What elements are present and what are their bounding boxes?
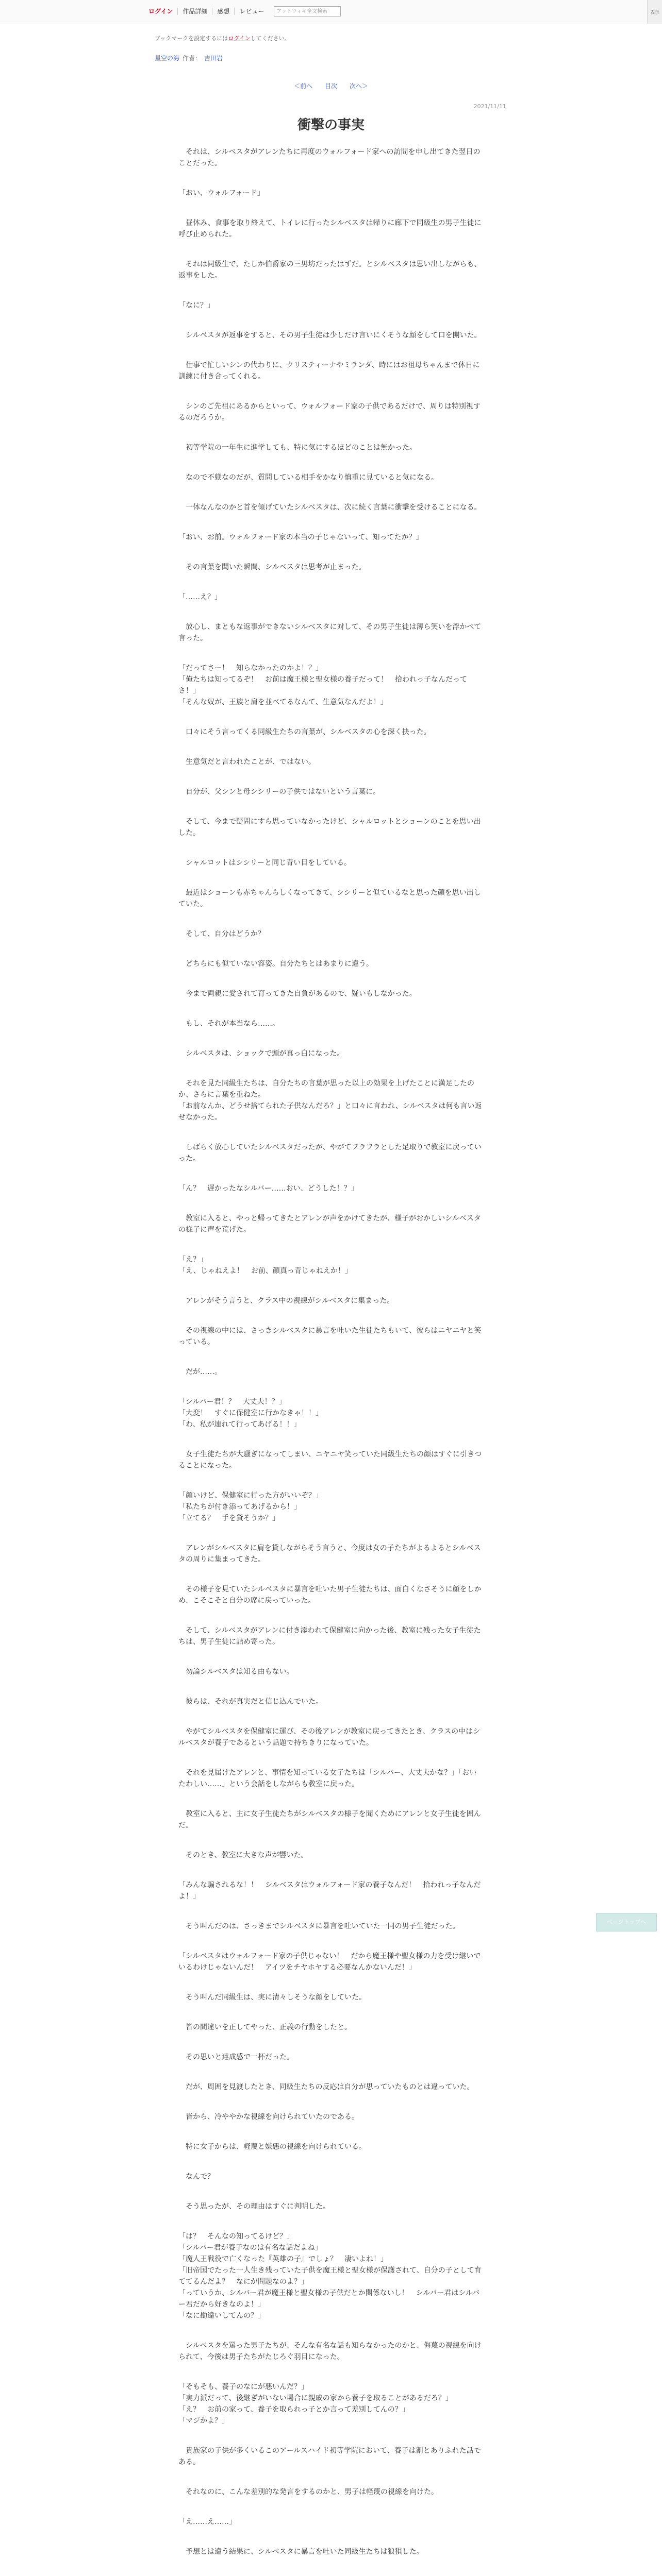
- novel-paragraph: それを見た同級生たちは、自分たちの言葉が思った以上の効果を上げたことに満足したのか、さらに言葉を重ねた。 「お前なんか、どうせ捨てられた子供なんだろ？」と口々に言われ、シルベスタは何も言い返せなかった。: [178, 1079, 482, 1122]
- nav-work-detail[interactable]: 作品詳細: [178, 8, 212, 15]
- novel-paragraph: それは同級生で、たしか伯爵家の三男坊だったはずだ。とシルベスタは思い出しながらも、返事をした。: [178, 260, 482, 280]
- novel-paragraph: しばらく放心していたシルベスタだったが、やがてフラフラとした足取りで教室に戻っていった。: [178, 1143, 482, 1163]
- notice-before: ブックマークを設定するには: [155, 35, 228, 42]
- breadcrumb-author-label: 作者：: [183, 55, 202, 62]
- novel-paragraph: それなのに、こんな差別的な発言をするのかと、男子は軽蔑の視線を向けた。: [178, 2488, 438, 2496]
- notice-login-link[interactable]: ログイン: [228, 35, 251, 42]
- prev-chapter-link[interactable]: ＜前へ: [294, 82, 313, 90]
- novel-paragraph: 仕事で忙しいシンの代わりに、クリスティーナやミランダ、時にはお祖母ちゃんまで休日に訓練に付き合ってくれる。: [178, 361, 480, 381]
- novel-paragraph: やがてシルベスタを保健室に運び、その後アレンが教室に戻ってきたとき、クラスの中はシルベスタが養子であるという話題で持ちきりになっていた。: [178, 1727, 481, 1747]
- novel-paragraph: 初等学院の一年生に進学しても、特に気にするほどのことは無かった。: [178, 444, 417, 452]
- novel-paragraph: その思いと達成感で一杯だった。: [178, 2053, 294, 2061]
- novel-paragraph: なので不躾なのだが、質問している相手をかなり慎重に見ていると気になる。: [178, 473, 438, 482]
- novel-paragraph: 教室に入ると、主に女子生徒たちがシルベスタの様子を聞くためにアレンと女子生徒を囲んだ。: [178, 1810, 481, 1829]
- post-date: 2021/11/11: [473, 103, 506, 110]
- novel-paragraph: 「は？ そんなの知ってるけど？」 「シルバー君が養子なのは有名な話だよね」 「魔人王戦役で亡くなった『英雄の子』でしょ？ 凄いよね！」 「旧帝国でたった一人生き残っていた子供を魔王様と聖女様が保護されて、自分の子として育ててるんだよ？ なにが問題なのよ？」 「っていうか、シルバー君が魔王様と聖女様の子供だとか関係ないし！ シルバー君はシルバー君だから好きなのよ！」 「なに勘違いしてんの？」: [178, 2232, 482, 2320]
- novel-paragraph: 「なに？」: [178, 301, 214, 310]
- novel-paragraph: シルベスタが返事をすると、その男子生徒は少しだけ言いにくそうな顔をして口を開いた。: [178, 331, 482, 340]
- novel-paragraph: 「顔いけど、保健室に行った方がいいぞ？」 「私たちが付き添ってあげるから！」 「立てる？ 手を貸そうか？」: [178, 1492, 323, 1522]
- novel-paragraph: 「おい、お前。ウォルフォード家の本当の子じゃないって、知ってたか？」: [178, 533, 423, 541]
- novel-paragraph: 「え？」 「え、じゃねえよ！ お前、顔真っ青じゃねえか！」: [178, 1256, 352, 1275]
- novel-paragraph: だが……。: [178, 1368, 222, 1376]
- novel-paragraph: その視線の中には、さっきシルベスタに暴言を吐いた生徒たちもいて、彼らはニヤニヤと笑っている。: [178, 1327, 482, 1346]
- novel-paragraph: シャルロットはシシリーと同じ青い目をしている。: [178, 859, 352, 867]
- novel-paragraph: 皆の間違いを正してやった、正義の行動をしたと。: [178, 2023, 352, 2031]
- page-top-button[interactable]: ページトップへ: [596, 1913, 657, 1931]
- nav-impressions[interactable]: 感想: [212, 8, 235, 15]
- novel-paragraph: 一体なんなのかと首を傾げていたシルベスタは、次に続く言葉に衝撃を受けることになる。: [178, 503, 482, 512]
- novel-paragraph: 「シルバー君！？ 大丈夫！？」 「大変！ すぐに保健室に行かなきゃ！！」 「わ、私が連れて行ってあげる！！」: [178, 1398, 323, 1429]
- novel-paragraph: 「そもそも、養子のなにが悪いんだ？」 「実力派だって、後継ぎがいない場合に親戚の家から養子を取ることがあるだろ？」 「え？ お前の家って、養子を取られっ子とか言って差別してんの？」 「マジかよ？」: [178, 2383, 453, 2425]
- novel-paragraph: 教室に入ると、やっと帰ってきたとアレンが声をかけてきたが、様子がおかしいシルベスタの様子に声を荒げた。: [178, 1214, 481, 1234]
- novel-paragraph: 口々にそう言ってくる同級生たちの言葉が、シルベスタの心を深く抉った。: [178, 728, 431, 736]
- novel-paragraph: シルベスタを罵った男子たちが、そんな有名な話も知らなかったのかと、侮蔑の視線を向けられて、今後は男子たちがたじろぐ羽目になった。: [178, 2342, 482, 2361]
- author-link[interactable]: 吉田岩: [204, 55, 223, 62]
- display-settings-tab[interactable]: [647, 0, 662, 24]
- novel-paragraph: 予想とは違う結果に、シルベスタに暴言を吐いた同級生たちは狼狽した。: [178, 2548, 424, 2556]
- toc-link[interactable]: 目次: [324, 82, 337, 90]
- novel-paragraph: そう思ったが、その理由はすぐに判明した。: [178, 2202, 330, 2211]
- novel-paragraph: 「ん？ 遅かったなシルバー……おい、どうした！？」: [178, 1184, 358, 1193]
- novel-paragraph: 特に女子からは、軽蔑と嫌悪の視線を向けられている。: [178, 2143, 366, 2151]
- novel-paragraph: アレンがシルベスタに肩を貸しながらそう言うと、今度は女の子たちがよるよるとシルベスタの周りに集まってきた。: [178, 1544, 481, 1564]
- novel-paragraph: 「シルベスタはウォルフォード家の子供じゃない！ だから魔王様や聖女様の力を受け継いでいるわけじゃないんだ！ アイツをチヤホヤする必要なんかないんだ！」: [178, 1952, 481, 1972]
- novel-paragraph: 自分が、父シンと母シシリーの子供ではないという言葉に。: [178, 788, 380, 796]
- top-bar: [0, 0, 662, 24]
- novel-paragraph: そして、今まで疑問にすら思っていなかったけど、シャルロットとショーンのことを思い出した。: [178, 818, 481, 837]
- novel-paragraph: シンのご先祖にあるからといって、ウォルフォード家の子供であるだけで、周りは特別視するのだろうか。: [178, 402, 481, 422]
- novel-paragraph: 放心し、まともな返事ができないシルベスタに対して、その男子生徒は薄ら笑いを浮かべて言った。: [178, 623, 482, 642]
- novel-paragraph: 勿論シルベスタは知る由もない。: [178, 1668, 294, 1676]
- novel-paragraph: そう叫んだのは、さっきまでシルベスタに暴言を吐いていた一同の男子生徒だった。: [178, 1922, 460, 1930]
- novel-paragraph: シルベスタは、ショックで頭が真っ白になった。: [178, 1049, 344, 1058]
- novel-paragraph: 最近はショーンも赤ちゃんらしくなってきて、シシリーと似ているなと思った顔を思い出していた。: [178, 889, 481, 908]
- display-settings-label: 表示: [650, 10, 659, 15]
- chapter-title: 衝撃の事実: [297, 117, 365, 133]
- search-input[interactable]: [274, 6, 341, 16]
- novel-paragraph: 女子生徒たちが大騒ぎになってしまい、ニヤニヤ笑っていた同級生たちの顔はすぐに引きつることになった。: [178, 1450, 482, 1470]
- novel-paragraph: 彼らは、それが真実だと信じ込んでいた。: [178, 1698, 323, 1706]
- chapter-pager: [0, 81, 662, 90]
- novel-paragraph: 皆から、冷ややかな視線を向けられていたのである。: [178, 2113, 359, 2121]
- novel-paragraph: どちらにも似ていない容姿。自分たちとはあまりに違う。: [178, 960, 373, 968]
- novel-paragraph: 「だってさー！ 知らなかったのかよ！？」 「俺たちは知ってるぞ！ お前は魔王様と聖女様の養子だって！ 拾われっ子なんだってさ！」 「そんな奴が、王族と肩を並べてるなんて、生意気なんだよ！」: [178, 664, 467, 706]
- novel-paragraph: 「おい、ウォルフォード」: [178, 189, 264, 197]
- novel-paragraph: そのとき、教室に大きな声が響いた。: [178, 1851, 308, 1859]
- novel-paragraph: その様子を見ていたシルベスタに暴言を吐いた男子生徒たちは、面白くなさそうに顔をしかめ、こそこそと自分の席に戻っていった。: [178, 1585, 482, 1605]
- novel-paragraph: なんで？: [178, 2173, 214, 2181]
- novel-paragraph: もし、それが本当なら……。: [178, 1020, 279, 1028]
- novel-paragraph: そして、自分はどうか？: [178, 930, 265, 938]
- series-link[interactable]: 星空の海: [155, 55, 180, 62]
- login-link[interactable]: ログイン: [148, 8, 178, 15]
- novel-paragraph: そう叫んだ同級生は、実に清々しそうな顔をしていた。: [178, 1993, 366, 2002]
- novel-paragraph: 生意気だと言われたことが、ではない。: [178, 758, 316, 766]
- novel-paragraph: 「え……え……」: [178, 2518, 236, 2526]
- top-nav: [148, 6, 341, 16]
- novel-paragraph: その言葉を聞いた瞬間、シルベスタは思考が止まった。: [178, 563, 366, 571]
- novel-paragraph: 昼休み、食事を取り終えて、トイレに行ったシルベスタは帰りに廊下で同級生の男子生徒に呼び止められた。: [178, 219, 482, 239]
- novel-paragraph: 貴族家の子供が多くいるこのアールスハイド初等学院において、養子は割とありふれた話である。: [178, 2447, 481, 2466]
- bookmark-notice: [155, 34, 290, 42]
- novel-paragraph: 今まで両親に愛されて育ってきた自負があるので、疑いもしなかった。: [178, 990, 417, 998]
- novel-paragraph: 「みんな騙されるな！！ シルベスタはウォルフォード家の養子なんだ！ 拾われっ子なんだよ！」: [178, 1881, 481, 1901]
- novel-paragraph: そして、シルベスタがアレンに付き添われて保健室に向かった後、教室に残った女子生徒たちは、男子生徒に詰め寄った。: [178, 1626, 481, 1646]
- next-chapter-link[interactable]: 次へ＞: [349, 82, 368, 90]
- novel-body: [178, 146, 484, 2576]
- novel-paragraph: だが、周囲を見渡したとき、同級生たちの反応は自分が思っていたものとは違っていた。: [178, 2083, 474, 2091]
- nav-review[interactable]: レビュー: [239, 8, 264, 15]
- novel-paragraph: それは、シルベスタがアレンたちに再度のウォルフォード家への訪問を申し出てきた翌日のことだった。: [178, 148, 481, 167]
- novel-paragraph: アレンがそう言うと、クラス中の視線がシルベスタに集まった。: [178, 1297, 394, 1305]
- breadcrumb: [155, 54, 223, 62]
- notice-after: してください。: [250, 35, 290, 42]
- novel-paragraph: 「……え？」: [178, 593, 222, 601]
- novel-paragraph: それを見届けたアレンと、事情を知っている女子たちは「シルバー、大丈夫かな？」「おいたわしい……」という会話をしながらも教室に戻った。: [178, 1769, 477, 1788]
